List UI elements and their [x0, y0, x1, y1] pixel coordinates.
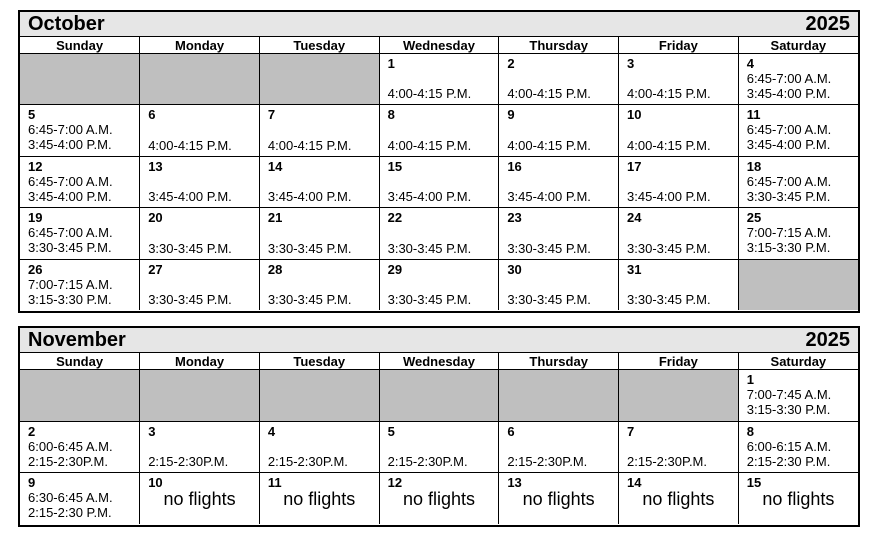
flight-times	[627, 241, 711, 256]
day-number: 18	[746, 158, 762, 174]
flight-times	[28, 225, 139, 255]
flight-time: 2:15-2:30P.M.	[507, 454, 588, 470]
week-row	[20, 105, 858, 156]
day-number: 10	[148, 475, 163, 491]
day-cell	[259, 421, 379, 473]
empty-day-cell	[738, 259, 858, 310]
day-number: 27	[148, 261, 163, 277]
day-cell	[619, 156, 739, 207]
flight-times	[627, 292, 711, 307]
flight-time: 3:30-3:45 P.M.	[507, 292, 591, 308]
empty-day-cell	[140, 54, 260, 105]
flight-times	[268, 454, 348, 469]
no-flights-note: no flights	[283, 489, 356, 510]
day-cell	[20, 421, 140, 473]
empty-day-cell	[379, 370, 499, 422]
flight-time: 7:00-7:15 A.M.	[28, 276, 113, 292]
day-number: 2	[28, 423, 36, 439]
flight-times	[627, 189, 711, 204]
day-cell	[738, 105, 858, 156]
flight-times	[148, 454, 228, 469]
empty-day-cell	[259, 54, 379, 105]
day-cell	[379, 208, 499, 259]
flight-time: 3:30-3:45 P.M.	[627, 292, 711, 308]
day-number: 13	[148, 158, 163, 174]
day-cell	[259, 156, 379, 207]
week-row	[20, 259, 858, 310]
flight-times	[148, 292, 232, 307]
flight-time: 2:15-2:30P.M.	[28, 453, 108, 469]
week-row	[20, 54, 858, 105]
day-number: 4	[267, 423, 276, 439]
flight-times	[268, 138, 352, 153]
day-number: 25	[746, 210, 762, 226]
flight-time: 6:30-6:45 A.M.	[28, 490, 113, 506]
flight-time: 6:45-7:00 A.M.	[746, 71, 832, 86]
day-cell	[20, 259, 140, 310]
flight-times	[507, 292, 591, 307]
flight-times	[507, 86, 591, 101]
day-number: 14	[267, 158, 283, 174]
flight-time: 2:15-2:30P.M.	[627, 454, 707, 470]
weekday-thursday: Thursday	[499, 353, 619, 370]
flight-time: 3:45-4:00 P.M.	[28, 137, 112, 153]
flight-time: 3:30-3:45 P.M.	[267, 240, 352, 256]
day-cell	[499, 259, 619, 310]
day-number: 7	[267, 107, 276, 123]
no-flights-note: no flights	[402, 489, 475, 510]
day-number: 6	[507, 423, 515, 439]
day-number: 15	[746, 475, 762, 491]
month-year: 2025	[805, 12, 850, 35]
day-cell	[259, 105, 379, 156]
day-cell	[140, 421, 260, 473]
day-number: 16	[507, 158, 522, 174]
flight-times	[627, 454, 707, 469]
day-cell	[619, 105, 739, 156]
flight-time: 3:30-3:45 P.M.	[746, 188, 831, 204]
flight-times	[28, 174, 139, 204]
weekday-monday: Monday	[140, 353, 260, 370]
october-calendar	[18, 10, 860, 313]
day-number: 14	[627, 475, 642, 491]
no-flights-note: no flights	[642, 489, 715, 510]
weekday-tuesday: Tuesday	[259, 37, 379, 54]
day-cell	[738, 208, 858, 259]
flight-times	[148, 241, 232, 256]
flight-times	[747, 225, 858, 255]
day-cell	[259, 208, 379, 259]
day-number: 12	[28, 158, 43, 174]
day-number: 6	[148, 107, 156, 123]
day-number: 22	[387, 210, 403, 226]
day-cell	[140, 259, 260, 310]
day-cell	[619, 259, 739, 310]
flight-time: 2:15-2:30P.M.	[148, 454, 229, 470]
flight-time: 3:15-3:30 P.M.	[28, 291, 112, 307]
day-cell	[140, 473, 260, 525]
flight-times	[388, 454, 468, 469]
flight-time: 2:15-2:30P.M.	[387, 454, 468, 470]
day-number: 23	[507, 210, 522, 226]
day-cell	[379, 105, 499, 156]
day-cell	[499, 473, 619, 525]
flight-times	[747, 387, 858, 417]
no-flights-note: no flights	[522, 489, 595, 510]
day-number: 13	[507, 475, 522, 491]
week-row	[20, 208, 858, 259]
weekday-row	[20, 37, 858, 54]
empty-day-cell	[499, 370, 619, 422]
flight-time: 6:45-7:00 A.M.	[28, 225, 113, 241]
flight-time: 3:30-3:45 P.M.	[507, 240, 591, 256]
flight-times	[388, 189, 472, 204]
flight-time: 2:15-2:30P.M.	[267, 454, 348, 470]
calendar-grid	[20, 353, 858, 524]
flight-time: 7:00-7:45 A.M.	[746, 387, 832, 402]
november-calendar	[18, 326, 860, 527]
day-number: 12	[387, 475, 403, 491]
flight-times	[507, 189, 591, 204]
flight-time: 6:00-6:15 A.M.	[746, 438, 832, 454]
flight-time: 3:30-3:45 P.M.	[148, 240, 232, 256]
weekday-thursday: Thursday	[499, 37, 619, 54]
day-cell	[499, 208, 619, 259]
day-number: 7	[627, 423, 635, 439]
week-row	[20, 156, 858, 207]
empty-day-cell	[20, 370, 140, 422]
week-row	[20, 370, 858, 422]
flight-time: 4:00-4:15 P.M.	[627, 86, 711, 102]
day-cell	[140, 208, 260, 259]
day-number: 20	[148, 210, 163, 226]
day-number: 31	[627, 261, 642, 277]
day-cell	[20, 473, 140, 525]
flight-time: 4:00-4:15 P.M.	[387, 137, 472, 153]
day-number: 5	[387, 423, 395, 439]
flight-time: 3:45-4:00 P.M.	[148, 189, 232, 205]
day-number: 1	[746, 372, 754, 387]
month-name: November	[28, 328, 126, 351]
day-number: 26	[28, 261, 43, 277]
day-cell	[499, 54, 619, 105]
flight-time: 3:30-3:45 P.M.	[28, 240, 112, 256]
flight-time: 4:00-4:15 P.M.	[507, 137, 591, 153]
flight-times	[28, 490, 139, 520]
day-cell	[379, 156, 499, 207]
day-number: 3	[627, 56, 635, 71]
flight-time: 4:00-4:15 P.M.	[507, 86, 591, 102]
day-number: 30	[507, 261, 522, 277]
empty-day-cell	[619, 370, 739, 422]
day-cell	[738, 421, 858, 473]
flight-time: 3:45-4:00 P.M.	[507, 189, 591, 205]
empty-day-cell	[20, 54, 140, 105]
day-number: 8	[746, 423, 754, 439]
flight-time: 4:00-4:15 P.M.	[627, 137, 711, 153]
flight-time: 3:15-3:30 P.M.	[746, 240, 831, 256]
weekday-row	[20, 353, 858, 370]
month-header	[20, 328, 858, 353]
flight-time: 3:30-3:45 P.M.	[387, 292, 472, 308]
day-number: 1	[387, 56, 395, 71]
empty-day-cell	[140, 370, 260, 422]
calendar-grid	[20, 37, 858, 310]
day-cell	[738, 156, 858, 207]
flight-time: 6:00-6:45 A.M.	[28, 438, 113, 454]
day-number: 5	[28, 107, 36, 123]
flight-time: 4:00-4:15 P.M.	[148, 137, 232, 153]
day-number: 21	[267, 210, 283, 226]
day-cell	[20, 105, 140, 156]
flight-time: 3:30-3:45 P.M.	[148, 292, 232, 308]
week-row	[20, 473, 858, 525]
day-cell	[379, 54, 499, 105]
flight-time: 3:30-3:45 P.M.	[267, 292, 352, 308]
flight-times	[268, 241, 352, 256]
flight-times	[747, 439, 858, 469]
flight-time: 3:15-3:30 P.M.	[746, 402, 831, 417]
day-cell	[619, 54, 739, 105]
flight-time: 3:45-4:00 P.M.	[627, 189, 711, 205]
weekday-monday: Monday	[140, 37, 260, 54]
month-year: 2025	[805, 328, 850, 351]
flight-time: 3:45-4:00 P.M.	[387, 189, 472, 205]
flight-time: 2:15-2:30 P.M.	[28, 505, 112, 521]
day-cell	[738, 473, 858, 525]
flight-times	[28, 122, 139, 152]
day-cell	[379, 259, 499, 310]
flight-times	[388, 292, 472, 307]
month-name: October	[28, 12, 105, 35]
day-number: 11	[746, 107, 761, 123]
day-cell	[499, 421, 619, 473]
flight-times	[148, 189, 232, 204]
weekday-tuesday: Tuesday	[259, 353, 379, 370]
weekday-sunday: Sunday	[20, 353, 140, 370]
day-number: 19	[28, 210, 43, 226]
day-number: 29	[387, 261, 403, 277]
flight-times	[268, 189, 352, 204]
day-cell	[20, 156, 140, 207]
weekday-saturday: Saturday	[738, 37, 858, 54]
flight-time: 3:30-3:45 P.M.	[387, 240, 472, 256]
day-cell	[738, 54, 858, 105]
day-cell	[259, 259, 379, 310]
flight-times	[28, 439, 139, 469]
flight-times	[747, 71, 858, 101]
day-number: 8	[387, 107, 395, 123]
flight-times	[388, 138, 472, 153]
day-number: 10	[627, 107, 642, 123]
day-number: 9	[507, 107, 515, 123]
day-number: 28	[267, 261, 283, 277]
day-cell	[259, 473, 379, 525]
flight-times	[388, 241, 472, 256]
day-cell	[20, 208, 140, 259]
day-number: 17	[627, 158, 642, 174]
month-header	[20, 12, 858, 37]
flight-time: 6:45-7:00 A.M.	[746, 122, 832, 138]
day-cell	[499, 105, 619, 156]
day-number: 9	[28, 475, 36, 491]
flight-time: 3:45-4:00 P.M.	[267, 189, 352, 205]
empty-day-cell	[259, 370, 379, 422]
flight-times	[28, 277, 139, 307]
flight-time: 6:45-7:00 A.M.	[746, 173, 832, 189]
flight-time: 7:00-7:15 A.M.	[746, 225, 832, 241]
day-cell	[140, 156, 260, 207]
flight-times	[747, 174, 858, 204]
day-number: 11	[267, 475, 282, 491]
day-number: 15	[387, 158, 403, 174]
weekday-wednesday: Wednesday	[379, 37, 499, 54]
day-cell	[619, 208, 739, 259]
flight-times	[627, 138, 711, 153]
no-flights-note: no flights	[163, 489, 236, 510]
flight-times	[268, 292, 352, 307]
weekday-wednesday: Wednesday	[379, 353, 499, 370]
day-number: 4	[746, 56, 754, 71]
flight-times	[388, 86, 472, 101]
day-cell	[140, 105, 260, 156]
weekday-saturday: Saturday	[738, 353, 858, 370]
weekday-friday: Friday	[619, 353, 739, 370]
day-cell	[379, 421, 499, 473]
flight-times	[507, 138, 591, 153]
flight-times	[148, 138, 232, 153]
week-row	[20, 421, 858, 473]
day-cell	[619, 473, 739, 525]
weekday-friday: Friday	[619, 37, 739, 54]
flight-times	[747, 122, 858, 152]
flight-times	[507, 241, 591, 256]
flight-times	[627, 86, 711, 101]
flight-time: 3:45-4:00 P.M.	[746, 137, 831, 153]
flight-time: 3:45-4:00 P.M.	[746, 86, 831, 101]
day-number: 3	[148, 423, 156, 439]
flight-time: 6:45-7:00 A.M.	[28, 122, 113, 138]
flight-time: 2:15-2:30 P.M.	[746, 453, 831, 469]
flight-time: 6:45-7:00 A.M.	[28, 173, 113, 189]
day-number: 24	[627, 210, 642, 226]
day-cell	[619, 421, 739, 473]
flight-time: 3:30-3:45 P.M.	[627, 240, 711, 256]
flight-times	[507, 454, 587, 469]
day-cell	[499, 156, 619, 207]
flight-time: 4:00-4:15 P.M.	[387, 86, 472, 102]
flight-time: 3:45-4:00 P.M.	[28, 188, 112, 204]
flight-time: 4:00-4:15 P.M.	[267, 137, 352, 153]
day-cell	[738, 370, 858, 422]
no-flights-note: no flights	[762, 489, 835, 510]
day-number: 2	[507, 56, 515, 71]
day-cell	[379, 473, 499, 525]
weekday-sunday: Sunday	[20, 37, 140, 54]
